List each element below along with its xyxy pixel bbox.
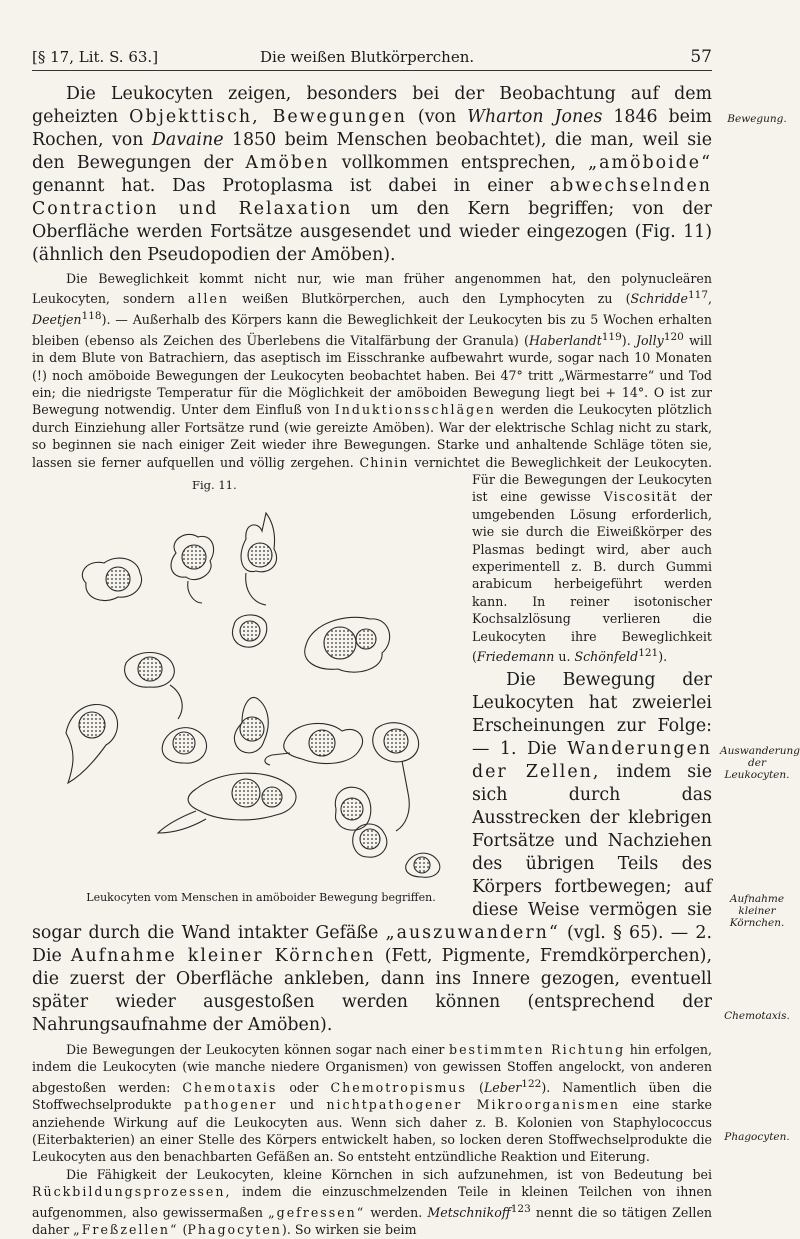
cell-9 xyxy=(234,697,268,752)
cell-5 xyxy=(305,617,390,672)
cell-4 xyxy=(233,615,267,647)
cell-8 xyxy=(162,728,206,764)
paragraph-phagocytes: Die Fähigkeit der Leukocyten, kleine Körnchen in sich aufzunehmen, ist von Bedeutung bei Rückbildungsprozessen, indem die einzuschmelzenden Teile in kleinen Teilchen von ihnen aufgenommen, also gewissermaßen „gefressen“ werden. Metschnikoff$^{123}$ nennt die so tätigen Zellen daher „Freßzellen“ (Phagocyten). So wirken sie beim xyxy=(32,1166,713,1238)
page-number: 57 xyxy=(690,47,712,67)
figure-11 xyxy=(32,475,456,906)
margin-note-chemotaxis: Chemotaxis. xyxy=(724,1010,790,1022)
margin-note-phagocyten: Phagocyten. xyxy=(724,1131,790,1143)
paragraph-chemotaxis: Die Bewegungen der Leukocyten können sogar nach einer bestimmten Richtung hin erfolgen, indem die Leukocyten (wie manche niedere Organismen) von gewissen Stoffen angelockt, von anderen abgestoßen werden: Chemotaxis oder Chemotropismus (Leber$^{122}$). Namentlich üben die Stoffwechselprodukte pathogener und nichtpathogener Mikroorganismen eine starke anziehende Wirkung auf die Leukocyten aus. Wenn sich daher z. B. Kolonien von Staphylococcus (Eiterbakterien) an einer Stelle des Körpers entwickelt haben, so locken deren Stoffwechselprodukte die Leukocyten aus den benachbarten Gefäßen an. So entsteht entzündliche Reaktion und Eiterung. xyxy=(32,1041,713,1165)
paragraph-consequences: Die Bewegung der Leukocyten hat zweierlei Erscheinungen zur Folge: — 1. Die Wanderungen der Zellen, indem sie sich durch das Ausstrecken der klebrigen Fortsätze und Nachziehen des übrigen Teils des Körpers fortbewegen; auf diese Weise vermögen sie sogar durch die Wand intakter Gefäße „auszuwandern“ (vgl. § 65). — 2. Die Aufnahme kleiner Körnchen (Fett, Pigmente, Fremdkörperchen), die zuerst der Oberfläche ankleben, dann ins Innere gezogen, eventuell später wieder ausgestoßen werden können (entsprechend der Nahrungsaufnahme der Amöben). xyxy=(32,669,712,1035)
cell-6 xyxy=(125,653,183,720)
running-header xyxy=(32,46,712,72)
margin-note-aufnahme: Aufnahme kleiner Körnchen. xyxy=(729,893,785,929)
margin-note-bewegung: Bewegung. xyxy=(727,113,787,125)
margin-note-auswanderung: Auswanderung der Leukocyten. xyxy=(720,745,800,781)
cell-7 xyxy=(66,705,118,783)
paragraph-mobility: Die Beweglichkeit kommt nicht nur, wie man früher angenommen hat, den polynucleären Leukocyten, sondern allen weißen Blutkörperchen, auch den Lymphocyten zu (Schridde$^{117}$, Deetjen$^{118}$). — Außerhalb des Körpers kann die Beweglichkeit der Leukocyten bis zu 5 Wochen erhalten bleiben (ebenso als Zeichen des Überlebens die Vitalfärbung der Granula) (Haberlandt$^{119}$). Jolly$^{120}$ will in dem Blute von Batrachiern, das aseptisch im Eisschranke aufbewahrt wurde, sogar nach 10 Monaten (!) noch amöboide Bewegungen der Leukocyten beobachtet haben. Bei 47° tritt „Wärmestarre“ und Tod ein; die niedrigste Temperatur für die Möglichkeit der amöboiden Bewegung liegt bei + 14°. O ist zur Bewegung notwendig. Unter dem Einfluß von Induktionsschlägen werden die Leukocyten plötzlich durch Einziehung aller Fortsätze rund (wie gereizte Amöben). War der elektrische Schlag nicht zu stark, so beginnen sie nach einiger Zeit wieder ihre Bewegungen. Starke und anhaltende Schläge töten sie, lassen sie ferner aufquellen und völlig zergehen. Fig. 11. Leukocyten vom Menschen in amöboider Bewegung begriffen. Chinin vernichtet die Beweglichkeit der Leukocyten. Für die Bewegungen der Leukocyten ist eine gewisse Viscosität der umgebenden Lösung erforderlich, wie sie durch die Eiweißkörper des Plasmas bedingt wird, aber auch experimentell z. B. durch Gummi arabicum herbeigeführt werden kann. In reiner isotonischer Kochsalzlösung verlieren die Leukocyten ihre Beweglichkeit (Friedemann u. Schönfeld$^{121}$). xyxy=(32,270,712,666)
cell-3 xyxy=(241,513,277,605)
cell-11 xyxy=(373,723,419,831)
figure-label: Fig. 11. xyxy=(192,478,237,493)
cell-14 xyxy=(353,824,387,857)
header-title: Die weißen Blutkörperchen. xyxy=(260,48,475,66)
header-rule xyxy=(32,70,712,71)
cell-1 xyxy=(82,558,141,600)
cell-12 xyxy=(158,773,296,833)
paragraph-intro: Die Leukocyten zeigen, besonders bei der Beobachtung auf dem geheizten Objekttisch, Bewegungen (von Wharton Jones 1846 beim Rochen, von Davaine 1850 beim Menschen beobachtet), die man, weil sie den Bewegungen der Amöben vollkommen entsprechen, „amöboide“ genannt hat. Das Protoplasma ist dabei in einer abwechselnden Contraction und Relaxation um den Kern begriffen; von der Oberfläche werden Fortsätze ausgesendet und wieder eingezogen (Fig. 11) (ähnlich den Pseudopodien der Amöben). xyxy=(32,84,713,265)
cell-13 xyxy=(335,787,370,830)
leukocyte-drawings xyxy=(46,493,446,878)
header-section-ref: [§ 17, Lit. S. 63.] xyxy=(32,48,159,66)
cell-15 xyxy=(406,853,440,877)
figure-caption: Leukocyten vom Menschen in amöboider Bewegung begriffen. xyxy=(86,890,436,904)
cell-10 xyxy=(265,723,363,765)
cell-2 xyxy=(171,534,214,603)
text-column xyxy=(32,83,712,1239)
